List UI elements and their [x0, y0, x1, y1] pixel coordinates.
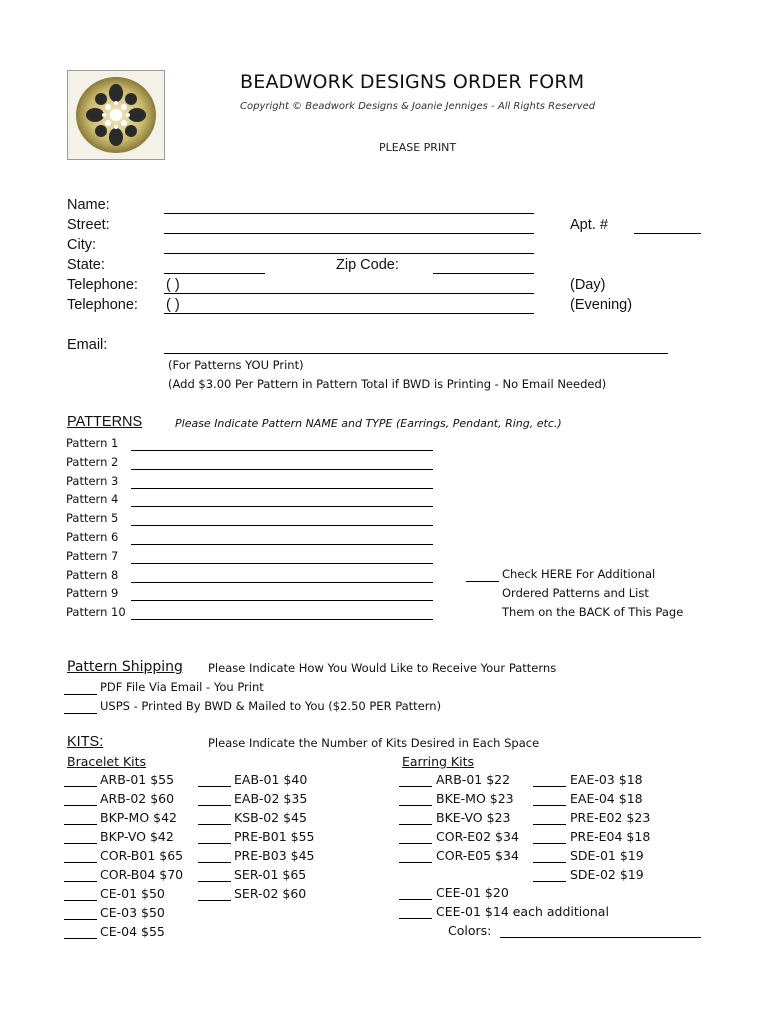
pattern-label: Pattern 8	[66, 567, 119, 582]
earring-kits-heading: Earring Kits	[402, 754, 475, 769]
bracelet-kit-quantity-blank[interactable]	[64, 862, 97, 863]
bracelet-kit-label: EAB-01 $40	[234, 772, 308, 787]
state-field[interactable]	[164, 273, 265, 274]
earring-kit-quantity-blank[interactable]	[399, 805, 432, 806]
evening-label: (Evening)	[570, 297, 633, 313]
additional-patterns-checkbox[interactable]	[466, 581, 499, 582]
bracelet-kit-label: KSB-02 $45	[234, 809, 307, 825]
patterns-instruction: Please Indicate Pattern NAME and TYPE (Earrings, Pendant, Ring, etc.)	[175, 417, 562, 430]
bracelet-kit-label: COR-B01 $65	[100, 847, 184, 863]
bracelet-kit-label: SER-02 $60	[234, 885, 307, 901]
earring-kit-label: PRE-E02 $23	[570, 809, 651, 825]
patterns-heading: PATTERNS	[67, 414, 143, 430]
earring-kit-label: BKE-MO $23	[436, 790, 514, 806]
shipping-instruction: Please Indicate How You Would Like to Receive Your Patterns	[208, 661, 557, 675]
additional-patterns-text-3: Them on the BACK of This Page	[502, 605, 684, 619]
bracelet-kit-quantity-blank[interactable]	[64, 938, 97, 939]
bracelet-kit-quantity-blank[interactable]	[198, 786, 231, 787]
name-field[interactable]	[164, 213, 534, 214]
earring-kit-label: SDE-01 $19	[570, 847, 644, 863]
usps-option-blank[interactable]	[64, 713, 97, 714]
city-label: City:	[67, 237, 96, 253]
additional-patterns-text-2: Ordered Patterns and List	[502, 586, 649, 600]
street-field[interactable]	[164, 233, 534, 234]
pattern-field[interactable]	[131, 582, 433, 583]
bracelet-kit-label: ARB-02 $60	[100, 790, 175, 806]
bracelet-kit-quantity-blank[interactable]	[64, 786, 97, 787]
pattern-shipping-heading: Pattern Shipping	[67, 659, 183, 675]
earring-kit-quantity-blank[interactable]	[533, 786, 566, 787]
pdf-email-option-label: PDF File Via Email - You Print	[100, 680, 264, 694]
bracelet-kit-quantity-blank[interactable]	[64, 843, 97, 844]
bracelet-kits-heading: Bracelet Kits	[67, 754, 147, 769]
bracelet-kit-quantity-blank[interactable]	[64, 805, 97, 806]
earring-kit-quantity-blank[interactable]	[399, 862, 432, 863]
earring-kit-label: COR-E02 $34	[436, 828, 519, 844]
earring-kit-quantity-blank[interactable]	[533, 805, 566, 806]
pattern-field[interactable]	[131, 563, 433, 564]
form-title: BEADWORK DESIGNS ORDER FORM	[240, 71, 585, 93]
bracelet-kit-label: PRE-B01 $55	[234, 828, 315, 844]
pattern-label: Pattern 5	[66, 511, 119, 526]
apt-field[interactable]	[634, 233, 701, 234]
earring-kit-label: EAE-04 $18	[570, 790, 643, 806]
earring-kit-quantity-blank[interactable]	[533, 824, 566, 825]
earring-kit-label: SDE-02 $19	[570, 866, 644, 882]
telephone-day-label: Telephone:	[67, 277, 138, 293]
pattern-field[interactable]	[131, 619, 433, 620]
cee-01-additional-quantity-blank[interactable]	[399, 918, 432, 919]
cee-01-label: CEE-01 $20	[436, 885, 509, 900]
bracelet-kit-label: EAB-02 $35	[234, 790, 308, 806]
earring-kit-label: PRE-E04 $18	[570, 828, 651, 844]
pattern-field[interactable]	[131, 544, 433, 545]
bracelet-kit-quantity-blank[interactable]	[64, 881, 97, 882]
kits-heading: KITS:	[67, 734, 104, 750]
copyright-text: Copyright © Beadwork Designs & Joanie Jenniges - All Rights Reserved	[240, 101, 596, 112]
bracelet-kit-label: PRE-B03 $45	[234, 847, 315, 863]
colors-label: Colors:	[448, 923, 492, 938]
pattern-label: Pattern 9	[66, 586, 119, 601]
kits-instruction: Please Indicate the Number of Kits Desired in Each Space	[208, 736, 540, 750]
pattern-label: Pattern 6	[66, 530, 119, 544]
bracelet-kit-quantity-blank[interactable]	[198, 843, 231, 844]
earring-kit-label: ARB-01 $22	[436, 772, 511, 787]
earring-kit-label: COR-E05 $34	[436, 847, 519, 863]
bracelet-kit-label: ARB-01 $55	[100, 772, 175, 787]
bracelet-kit-quantity-blank[interactable]	[198, 862, 231, 863]
bracelet-kit-quantity-blank[interactable]	[198, 900, 231, 901]
pattern-label: Pattern 10	[66, 605, 126, 620]
area-code-parens-evening: ( )	[166, 297, 180, 313]
bracelet-kit-quantity-blank[interactable]	[198, 881, 231, 882]
bracelet-kit-label: SER-01 $65	[234, 866, 307, 882]
earring-kit-label: EAE-03 $18	[570, 772, 643, 787]
earring-kit-quantity-blank[interactable]	[533, 843, 566, 844]
telephone-evening-field[interactable]	[164, 313, 534, 314]
pattern-field[interactable]	[131, 525, 433, 526]
bracelet-kit-quantity-blank[interactable]	[64, 900, 97, 901]
bracelet-kit-quantity-blank[interactable]	[64, 919, 97, 920]
telephone-evening-label: Telephone:	[67, 297, 138, 313]
pattern-label: Pattern 4	[66, 492, 119, 507]
apt-label: Apt. #	[570, 217, 608, 233]
pattern-field[interactable]	[131, 469, 433, 470]
bracelet-kit-label: BKP-MO $42	[100, 809, 178, 825]
pattern-field[interactable]	[131, 506, 433, 507]
telephone-day-field[interactable]	[164, 293, 534, 294]
city-field[interactable]	[164, 253, 534, 254]
bracelet-kit-quantity-blank[interactable]	[198, 824, 231, 825]
earring-kit-quantity-blank[interactable]	[533, 862, 566, 863]
earring-kit-quantity-blank[interactable]	[399, 824, 432, 825]
pdf-email-option-blank[interactable]	[64, 694, 97, 695]
pattern-label: Pattern 2	[66, 454, 119, 469]
zip-code-field[interactable]	[433, 273, 534, 274]
pattern-field[interactable]	[131, 600, 433, 601]
bracelet-kit-label: CE-03 $50	[100, 904, 165, 920]
street-label: Street:	[67, 217, 110, 233]
pattern-label: Pattern 1	[66, 436, 119, 450]
please-print-text: PLEASE PRINT	[379, 141, 457, 154]
earring-kit-quantity-blank[interactable]	[399, 843, 432, 844]
bracelet-kit-label: COR-B04 $70	[100, 866, 184, 882]
usps-option-label: USPS - Printed By BWD & Mailed to You ($2.50 PER Pattern)	[100, 699, 442, 713]
state-label: State:	[67, 257, 105, 273]
email-field[interactable]	[164, 353, 668, 354]
earring-kit-quantity-blank[interactable]	[533, 881, 566, 882]
cee-01-additional-label: CEE-01 $14 each additional	[436, 904, 609, 919]
bracelet-kit-quantity-blank[interactable]	[64, 824, 97, 825]
colors-field[interactable]	[500, 937, 701, 938]
bracelet-kit-quantity-blank[interactable]	[198, 805, 231, 806]
pattern-field[interactable]	[131, 450, 433, 451]
additional-patterns-text-1: Check HERE For Additional	[502, 567, 656, 581]
pattern-label: Pattern 7	[66, 548, 119, 563]
earring-kit-quantity-blank[interactable]	[399, 786, 432, 787]
email-note-bwd-printing: (Add $3.00 Per Pattern in Pattern Total if BWD is Printing - No Email Needed)	[168, 377, 607, 391]
email-label: Email:	[67, 337, 108, 353]
bracelet-kit-label: CE-04 $55	[100, 923, 165, 939]
pattern-field[interactable]	[131, 488, 433, 489]
day-label: (Day)	[570, 277, 606, 293]
zip-code-label: Zip Code:	[336, 257, 399, 273]
brooch-logo-image	[67, 70, 165, 160]
email-note-you-print: (For Patterns YOU Print)	[168, 358, 304, 372]
cee-01-quantity-blank[interactable]	[399, 899, 432, 900]
name-label: Name:	[67, 197, 110, 213]
area-code-parens-day: ( )	[166, 277, 180, 293]
bracelet-kit-label: CE-01 $50	[100, 885, 165, 901]
pattern-label: Pattern 3	[66, 473, 119, 488]
earring-kit-label: BKE-VO $23	[436, 809, 511, 825]
bracelet-kit-label: BKP-VO $42	[100, 828, 174, 844]
